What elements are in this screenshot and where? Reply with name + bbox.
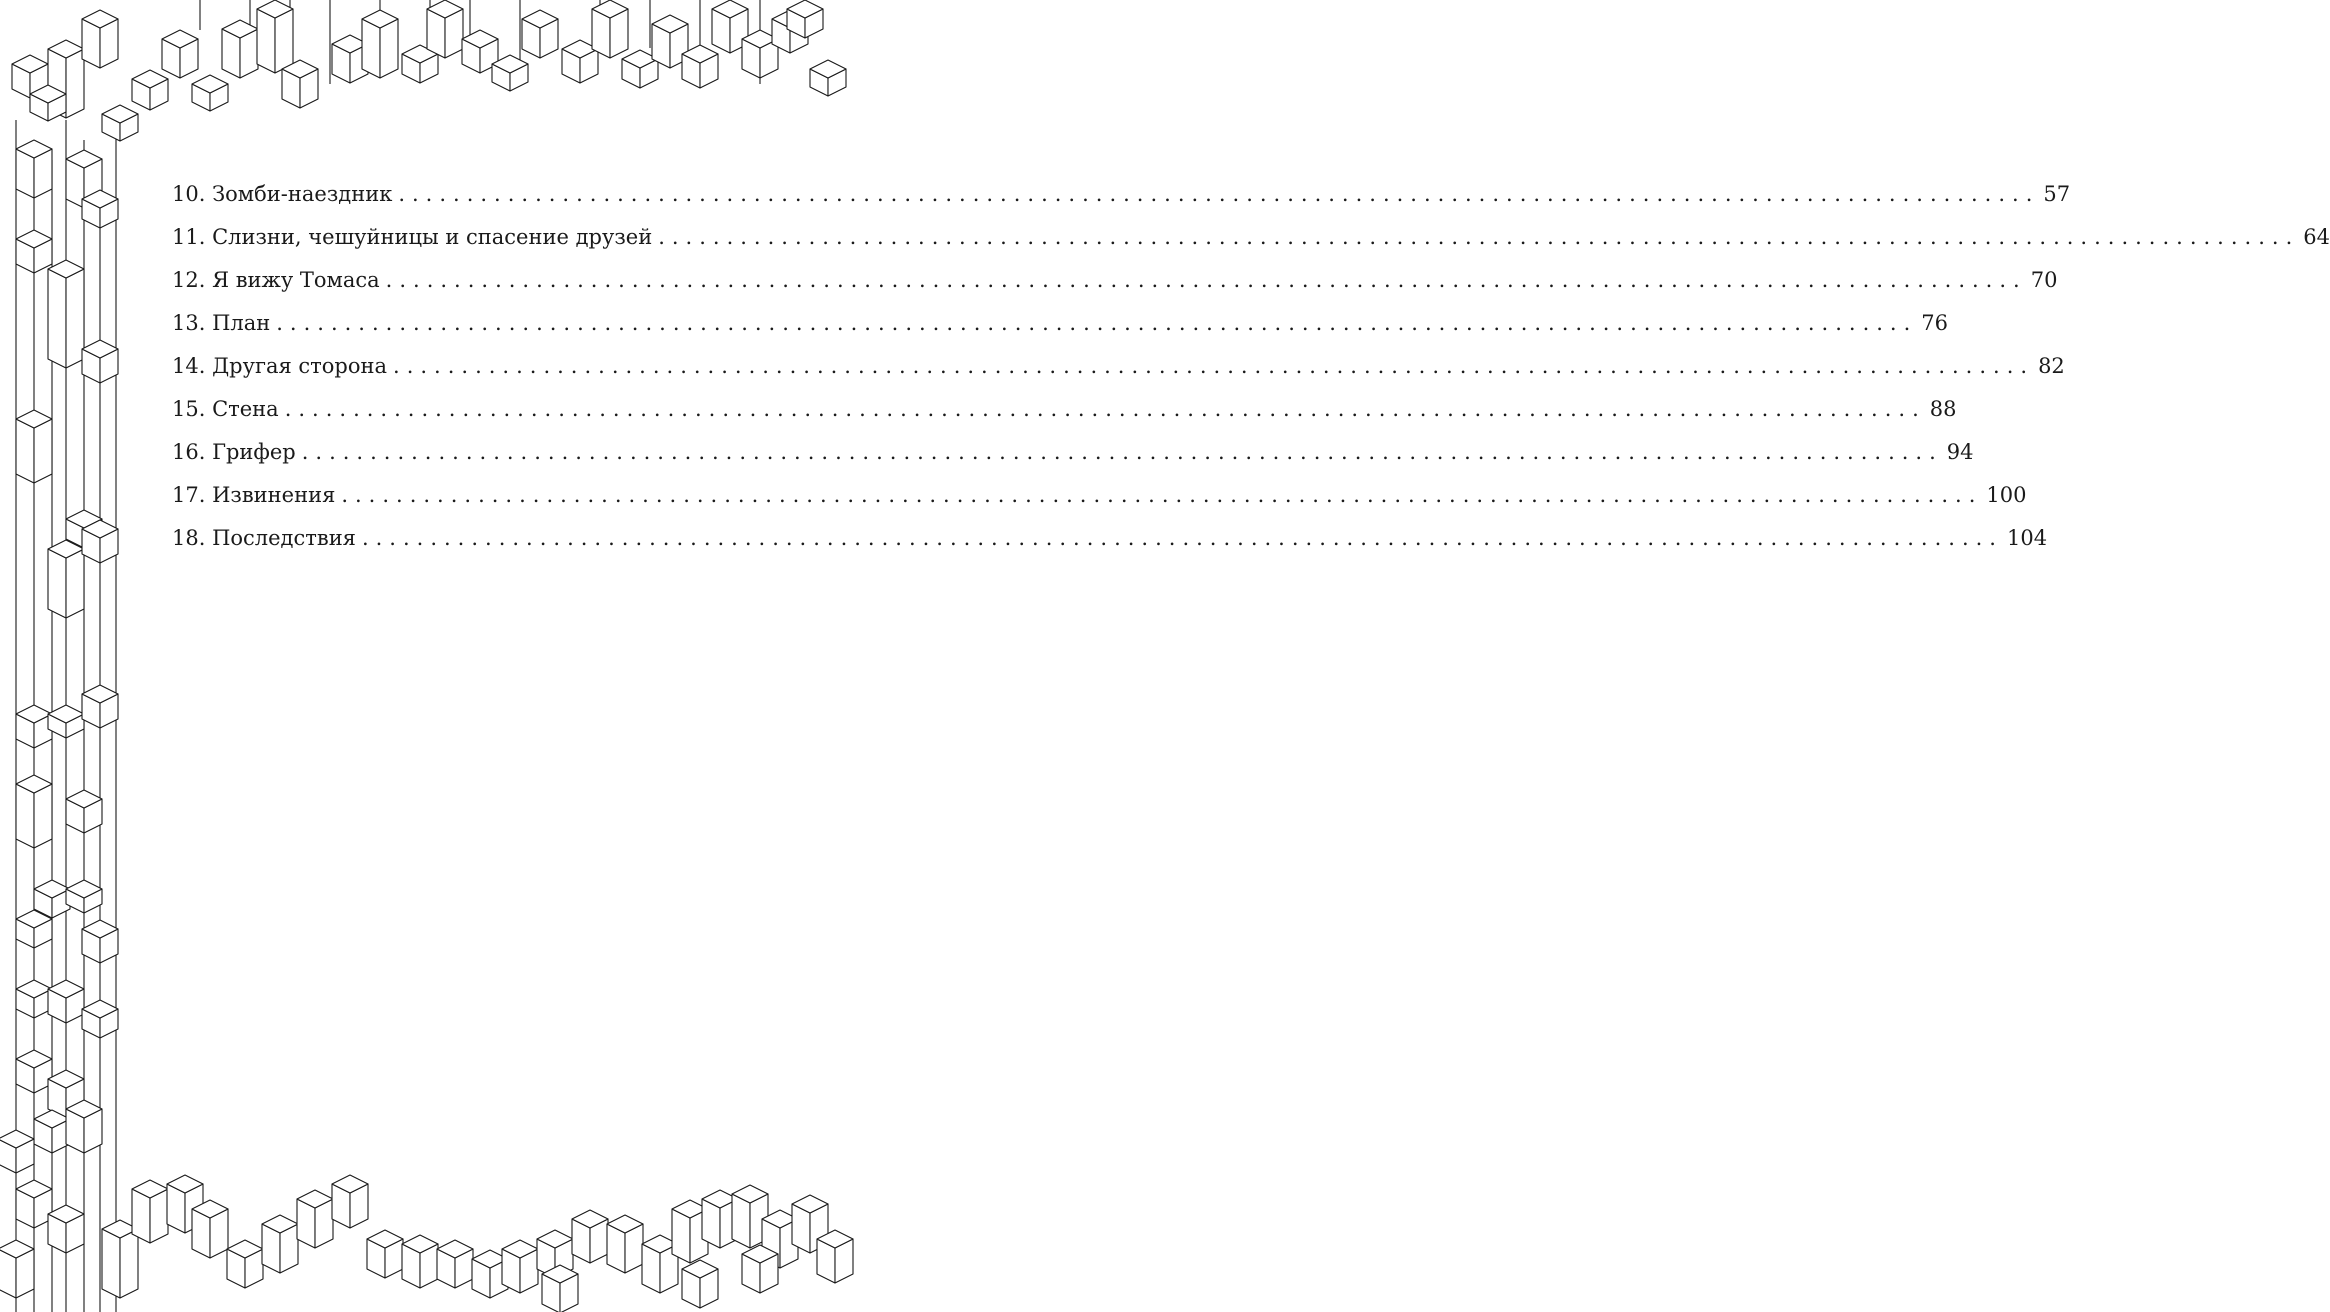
- cube-shape: [48, 705, 84, 738]
- cube-shape: [607, 1215, 643, 1273]
- cube-shape: [66, 150, 102, 208]
- toc-entry-page: 57: [2043, 182, 2071, 206]
- toc-entry-page: 64: [2303, 225, 2330, 249]
- cube-shape: [66, 880, 102, 913]
- cube-shape: [282, 60, 318, 108]
- toc-entry-title: 12. Я вижу Томаса: [172, 268, 380, 292]
- cube-shape: [102, 105, 138, 141]
- cube-shape: [16, 1050, 52, 1093]
- toc-entry-page: 104: [2006, 526, 2048, 550]
- toc-entry-title: 15. Стена: [172, 397, 279, 421]
- toc-entry-title: 14. Другая сторона: [172, 354, 388, 378]
- toc-entry: [172, 434, 1974, 477]
- table-of-contents: [172, 176, 2330, 563]
- cube-shape: [16, 1180, 52, 1228]
- cube-shape: [16, 775, 52, 848]
- cube-shape: [82, 520, 118, 563]
- cube-shape: [0, 1130, 34, 1173]
- cube-shape: [192, 1200, 228, 1258]
- toc-dot-leader: ........................................................................................................................: [301, 440, 1943, 464]
- cube-shape: [48, 980, 84, 1023]
- toc-entry: [172, 520, 2048, 563]
- toc-dot-leader: ........................................................................................................................: [284, 397, 1926, 421]
- cube-shape: [66, 790, 102, 833]
- toc-dot-leader: ........................................................................................................................: [658, 225, 2300, 249]
- cube-shape: [82, 190, 118, 228]
- cube-shape: [537, 1230, 573, 1278]
- cube-shape: [82, 685, 118, 728]
- toc-entry: [172, 262, 2058, 305]
- toc-entry-title: 17. Извинения: [172, 483, 336, 507]
- cube-shape: [682, 45, 718, 88]
- cube-shape: [462, 30, 498, 73]
- cube-shape: [82, 340, 118, 383]
- cube-shape: [102, 1220, 138, 1298]
- cube-shape: [132, 70, 168, 110]
- cube-shape: [257, 0, 293, 73]
- cube-shape: [82, 1000, 118, 1038]
- cube-shape: [562, 40, 598, 83]
- toc-entry: [172, 477, 2027, 520]
- toc-entry-page: 76: [1921, 311, 1949, 335]
- cube-shape: [772, 10, 808, 53]
- cube-shape: [472, 1250, 508, 1298]
- cube-shape: [16, 230, 52, 273]
- cube-shape: [12, 55, 48, 98]
- cube-shape: [732, 1185, 768, 1248]
- toc-entry-title: 16. Грифер: [172, 440, 296, 464]
- cube-shape: [66, 1100, 102, 1153]
- toc-dot-leader: ........................................................................................................................: [341, 483, 1983, 507]
- cube-shape: [522, 10, 558, 58]
- cube-shape: [332, 1175, 368, 1228]
- cube-shape: [16, 410, 52, 483]
- cube-shape: [297, 1190, 333, 1248]
- cube-shape: [572, 1210, 608, 1263]
- toc-entry-page: 70: [2030, 268, 2058, 292]
- cube-shape: [30, 85, 66, 121]
- cube-shape: [672, 1200, 708, 1263]
- cube-shape: [502, 1240, 538, 1293]
- cube-shape: [402, 1235, 438, 1288]
- cube-shape: [16, 140, 52, 198]
- cube-shape: [262, 1215, 298, 1273]
- cube-shape: [742, 1245, 778, 1293]
- cube-shape: [427, 0, 463, 58]
- cube-shape: [817, 1230, 853, 1283]
- toc-entry-title: 18. Последствия: [172, 526, 356, 550]
- toc-entry: [172, 391, 1957, 434]
- cube-shape: [162, 30, 198, 78]
- cube-shape: [592, 0, 628, 58]
- toc-dot-leader: ........................................................................................................................: [385, 268, 2027, 292]
- toc-entry-title: 10. Зомби-наездник: [172, 182, 393, 206]
- toc-dot-leader: ........................................................................................................................: [276, 311, 1918, 335]
- cube-shape: [762, 1210, 798, 1268]
- cube-shape: [48, 1070, 84, 1118]
- cube-shape: [367, 1230, 403, 1278]
- cube-shape: [0, 1240, 34, 1298]
- toc-entry-title: 13. План: [172, 311, 271, 335]
- cube-shape: [652, 15, 688, 68]
- cube-shape: [16, 910, 52, 948]
- toc-entry: [172, 348, 2065, 391]
- cube-shape: [702, 1190, 738, 1248]
- toc-entry: [172, 176, 2071, 219]
- cube-shape: [332, 35, 368, 83]
- cube-shape: [492, 55, 528, 91]
- cube-shape: [16, 705, 52, 748]
- toc-dot-leader: ........................................................................................................................: [393, 354, 2035, 378]
- cube-shape: [787, 0, 823, 38]
- toc-entry: [172, 305, 1949, 348]
- toc-entry-page: 94: [1946, 440, 1974, 464]
- cube-shape: [82, 10, 118, 68]
- toc-entry-title: 11. Слизни, чешуйницы и спасение друзей: [172, 225, 653, 249]
- cube-shape: [437, 1240, 473, 1288]
- toc-entry-page: 88: [1929, 397, 1957, 421]
- cube-shape: [34, 1110, 70, 1153]
- cube-shape: [792, 1195, 828, 1253]
- toc-entry-page: 100: [1986, 483, 2027, 507]
- cube-shape: [16, 980, 52, 1018]
- cube-shape: [192, 75, 228, 111]
- cube-shape: [810, 60, 846, 96]
- cube-shape: [682, 1260, 718, 1308]
- toc-entry-page: 82: [2038, 354, 2065, 378]
- cube-shape: [402, 45, 438, 83]
- cube-shape: [82, 920, 118, 963]
- cube-shape: [712, 0, 748, 53]
- cube-shape: [48, 540, 84, 618]
- cube-shape: [48, 260, 84, 368]
- cube-shape: [227, 1240, 263, 1288]
- cube-shape: [362, 10, 398, 78]
- cube-shape: [34, 880, 70, 918]
- toc-dot-leader: ........................................................................................................................: [361, 526, 2003, 550]
- cube-shape: [622, 50, 658, 88]
- toc-entry: [172, 219, 2330, 262]
- cube-shape: [48, 40, 84, 118]
- cube-shape: [542, 1265, 578, 1312]
- cube-shape: [742, 30, 778, 78]
- cube-shape: [222, 20, 258, 78]
- cube-shape: [48, 1205, 84, 1253]
- cube-shape: [167, 1175, 203, 1233]
- toc-dot-leader: ........................................................................................................................: [398, 182, 2040, 206]
- cube-shape: [642, 1235, 678, 1293]
- cube-shape: [132, 1180, 168, 1243]
- cube-shape: [66, 510, 102, 548]
